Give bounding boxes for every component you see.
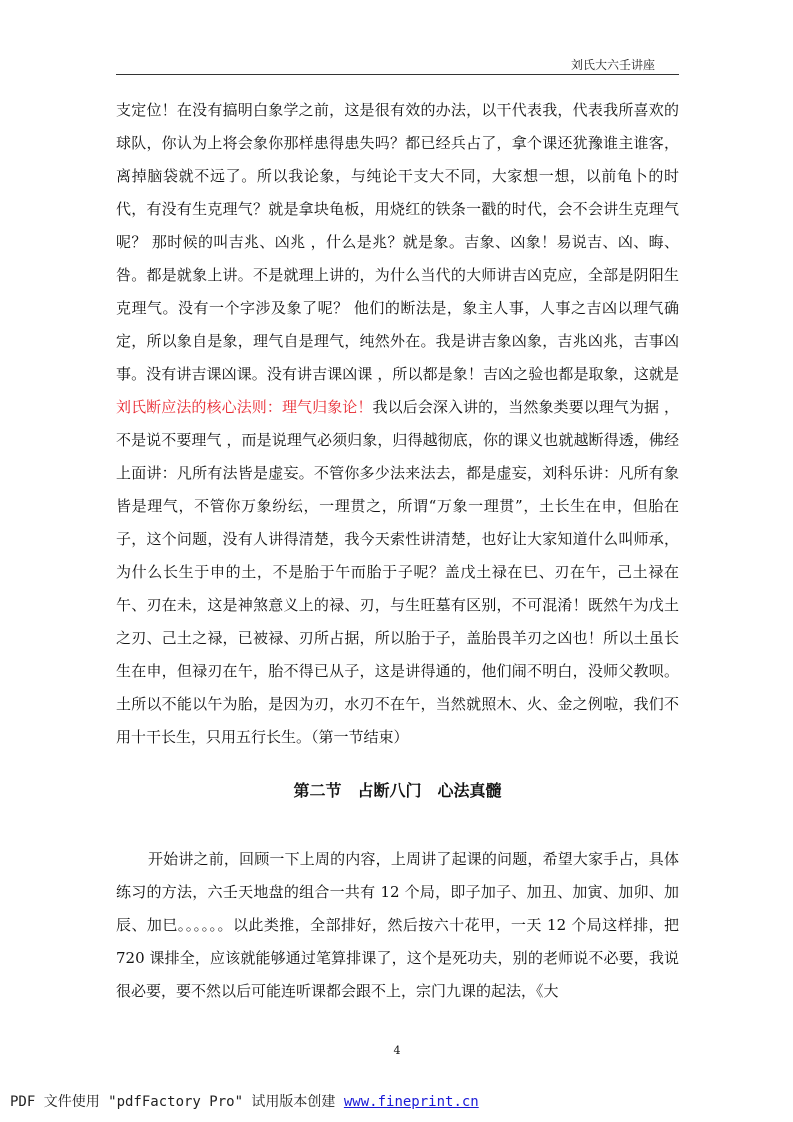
footer-link[interactable]: www.fineprint.cn (343, 1094, 479, 1110)
highlighted-core-principle: 刘氏断应法的核心法则：理气归象论！ (116, 398, 373, 416)
page-number: 4 (393, 1044, 401, 1057)
body-paragraph-1 (116, 94, 679, 754)
running-header: 刘氏大六壬讲座 (571, 58, 656, 72)
section-heading: 第二节 占断八门 心法真髓 (293, 781, 502, 800)
paragraph-1-text-before: 支定位！在没有搞明白象学之前，这是很有效的办法，以干代表我，代表我所喜欢的球队，你认为上将会象你那样患得患失吗？都已经兵占了，拿个课还犹豫谁主谁客，离掉脑袋就不远了。所以我论象，与纯论干支大不同，大家想一想，以前龟卜的时代，有没有生克理气？就是拿块龟板，用烧红的铁条一戳的时代，会不会讲生克理气呢？ 那时候的叫吉兆、凶兆 ，什么是兆？就是象。吉象、凶象！易说吉、凶、晦、咎。都是就象上讲。不是就理上讲的，为什么当代的大师讲吉凶克应，全部是阴阳生克理气。没有一个字涉及象了呢？ 他们的断法是，象主人事，人事之吉凶以理气确定，所以象自是象，理气自是理气，纯然外在。我是讲吉象凶象，吉兆凶兆，吉事凶事。没有讲吉课凶课。没有讲吉课凶课 ，所以都是象！吉凶之验也都是取象，这就是 (116, 101, 679, 383)
paragraph-1-text-after: 我以后会深入讲的，当然象类要以理气为据 ，不是说不要理气 ，而是说理气必须归象，归得越彻底，你的课义也就越断得透，佛经上面讲：凡所有法皆是虚妄。不管你多少法来法去，都是虚妄，刘科乐讲：凡所有象皆是理气，不管你万象纷纭，一理贯之，所谓“万象一理贯”，土长生在申，但胎在子，这个问题，没有人讲得清楚，我今天索性讲清楚，也好让大家知道什么叫师承，为什么长生于申的土，不是胎于午而胎于子呢？盖戊土禄在巳、刃在午，己土禄在午、刃在未，这是神煞意义上的禄、刃，与生旺墓有区别，不可混淆！既然午为戊土之刃、己土之禄，已被禄、刃所占据，所以胎于子，盖胎畏羊刃之凶也！所以土虽长生在申，但禄刃在午，胎不得已从子，这是讲得通的，他们闹不明白，没师父教呗。土所以不能以午为胎，是因为刃，水刃不在午，当然就照木、火、金之例啦，我们不用十干长生，只用五行长生。（第一节结束） (116, 398, 679, 746)
pdf-footer (10, 1091, 479, 1111)
body-paragraph-2: 开始讲之前，回顾一下上周的内容，上周讲了起课的问题，希望大家手占，具体练习的方法，六壬天地盘的组合一共有 12 个局，即子加子、加丑、加寅、加卯、加辰、加巳。。。。。。以此类推，全部排好，然后按六十花甲，一天 12 个局这样排，把 720 课排全，应该就能够通过笔算排课了，这个是死功夫，别的老师说不必要，我说很必要，要不然以后可能连听课都会跟不上，宗门九课的起法，《大 (116, 850, 679, 1000)
footer-text: PDF 文件使用 "pdfFactory Pro" 试用版本创建 (10, 1094, 344, 1110)
header-divider (116, 74, 679, 75)
